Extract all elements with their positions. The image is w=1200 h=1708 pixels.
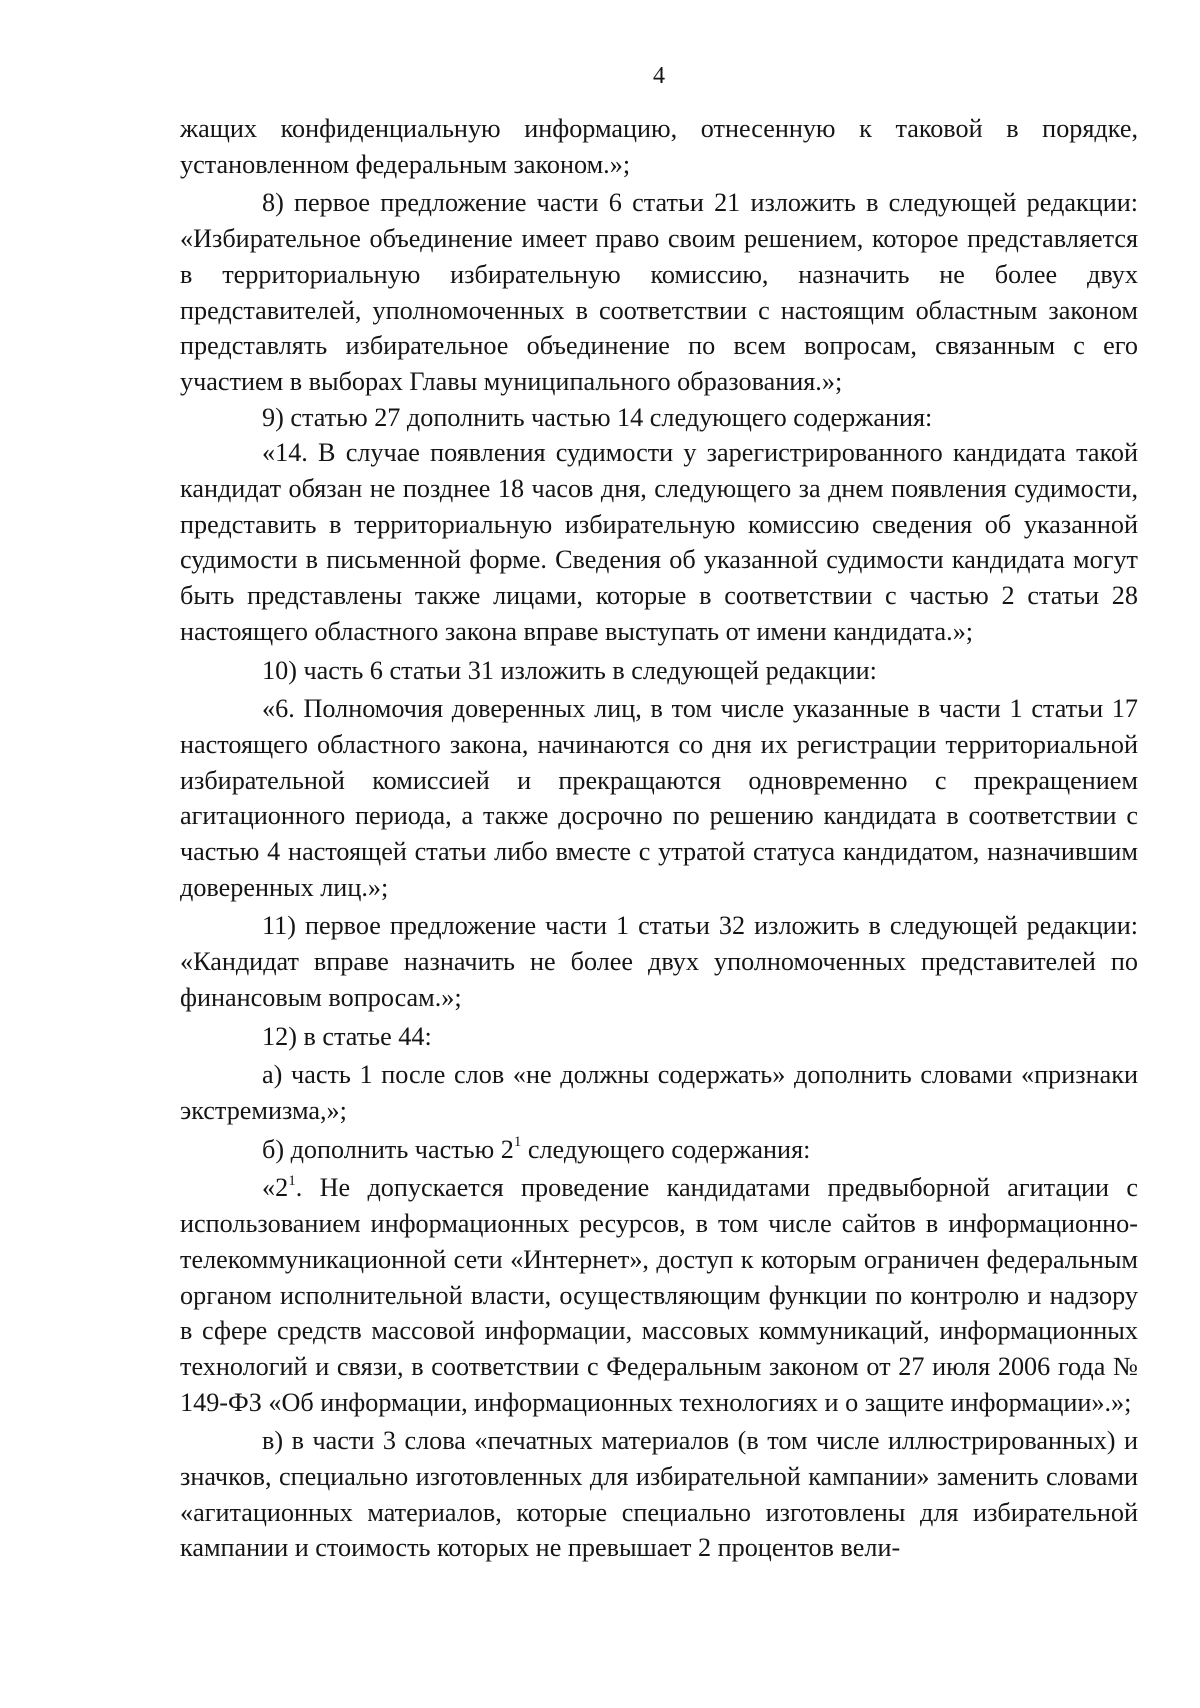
superscript-one: 1: [288, 1172, 296, 1189]
paragraph-subitem-b: [180, 1132, 1138, 1168]
paragraph-item-12: 12) в статье 44:: [262, 1021, 432, 1051]
superscript-one: 1: [513, 1133, 522, 1150]
paragraph-item-10: 10) часть 6 статьи 31 изложить в следующей редакции:: [262, 655, 877, 685]
subitem-b-text-start: б) дополнить частью 2: [262, 1134, 514, 1164]
paragraph-quote-14: «14. В случае появления судимости у зарегистрированного кандидата такой кандидат обязан не позднее 18 часов дня, следующего за днем появления судимости, представить в территориальную избирательную комиссию сведения об указанной судимости в письменной форме. Сведения об указанной судимости кандидата могут быть представлены также лицами, которые в соответствии с частью 2 статьи 28 настоящего областного закона вправе выступать от имени кандидата.»;: [180, 438, 1138, 646]
paragraph-continuation: жащих конфиденциальную информацию, отнесенную к таковой в порядке, установленном федеральным законом.»;: [180, 114, 1138, 179]
paragraph-quote-6: «6. Полномочия доверенных лиц, в том числе указанные в части 1 статьи 17 настоящего областного закона, начинаются со дня их регистрации территориальной избирательной комиссией и прекращаются одновременно с прекращением агитационного периода, а также досрочно по решению кандидата в соответствии с частью 4 настоящей статьи либо вместе с утратой статуса кандидатом, назначившим доверенных лиц.»;: [180, 694, 1138, 902]
subitem-b-text-end: следующего содержания:: [521, 1134, 811, 1164]
paragraph-item-9: 9) статью 27 дополнить частью 14 следующего содержания:: [262, 402, 933, 432]
paragraph-item-8: 8) первое предложение части 6 статьи 21 изложить в следующей редакции: «Избирательное объединение имеет право своим решением, которое представляется в территориальную избирательную комиссию, назначить не более двух представителей, уполномоченных в соответствии с настоящим областным законом представлять избирательное объединение по всем вопросам, связанным с его участием в выборах Главы муниципального образования.»;: [180, 188, 1138, 396]
document-body: [180, 111, 1138, 1566]
page-number: 4: [653, 63, 665, 89]
paragraph-subitem-v: в) в части 3 слова «печатных материалов (в том числе иллюстрированных) и значков, специально изготовленных для избирательной кампании» заменить словами «агитационных материалов, которые специально изготовлены для избирательной кампании и стоимость которых не превышает 2 процентов вели-: [180, 1426, 1138, 1563]
paragraph-item-11: 11) первое предложение части 1 статьи 32 изложить в следующей редакции: «Кандидат вправе назначить не более двух уполномоченных представителей по финансовым вопросам.»;: [180, 911, 1138, 1012]
quote-2-1-number: «2: [262, 1173, 289, 1203]
paragraph-quote-2-1: [180, 1170, 1138, 1420]
paragraph-subitem-a: а) часть 1 после слов «не должны содержать» дополнить словами «признаки экстремизма,»;: [180, 1060, 1138, 1125]
quote-2-1-text: . Не допускается проведение кандидатами предвыборной агитации с использованием информационных ресурсов, в том числе сайтов в информационно-телекоммуникационной сети «Интернет», доступ к которым ограничен федеральным органом исполнительной власти, осуществляющим функции по контролю и надзору в сфере средств массовой информации, массовых коммуникаций, информационных технологий и связи, в соответствии с Федеральным законом от 27 июля 2006 года № 149-ФЗ «Об информации, информационных технологиях и о защите информации».»;: [180, 1173, 1138, 1417]
